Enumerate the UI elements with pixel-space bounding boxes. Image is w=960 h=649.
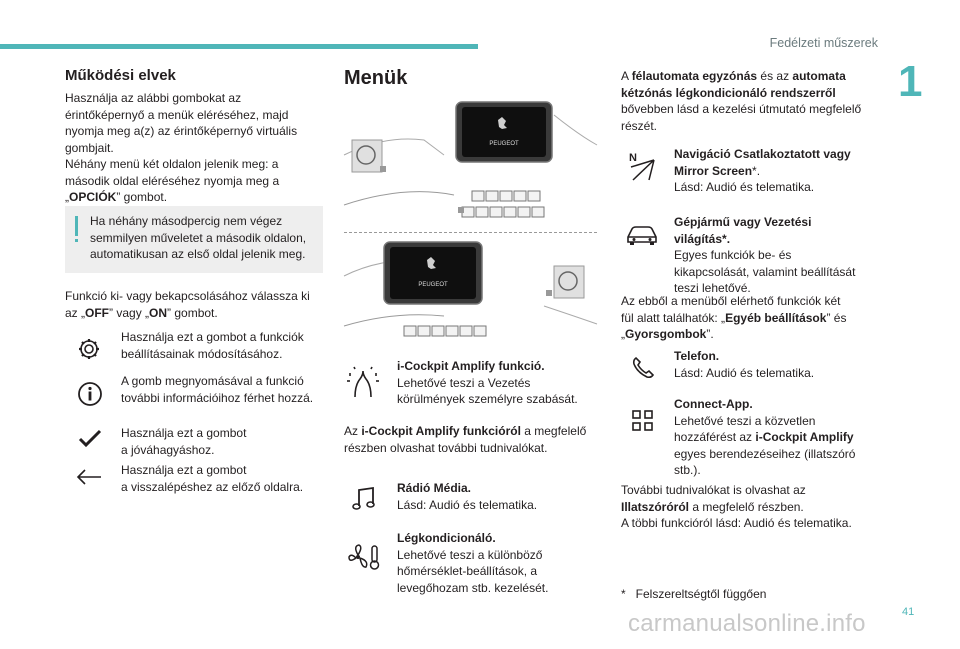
footnote-text: Felszereltségtől függően: [635, 587, 767, 601]
item-text: Lehetővé teszi a Vezetés: [397, 375, 531, 390]
item-text: egyes berendezéseihez (illatszóró: [674, 446, 856, 461]
item-title: Gépjármű vagy Vezetési: [674, 215, 812, 229]
car-icon: [625, 224, 659, 246]
item-text: teszi lehetővé.: [674, 281, 751, 295]
screen-logo-text: PEUGEOT: [489, 141, 519, 147]
dashboard-illustration-bottom: [344, 236, 597, 350]
note-marker-dot: [75, 239, 78, 242]
item-text: Használja ezt a gombot a funkciók: [121, 330, 304, 344]
screen-logo-text: PEUGEOT: [418, 282, 448, 288]
connect-app-item: Connect-App. Lehetővé teszi a közvetlen hozzáférést az i-Cockpit Amplify egyes berendezéseihez (illatszóró stb.).: [674, 396, 884, 479]
item-title: Rádió Média.: [397, 481, 472, 495]
list-item-confirm: [121, 425, 331, 458]
note-line: semmilyen műveletet a második oldalon,: [90, 230, 307, 245]
item-text: levegőhozam stb. kezelését.: [397, 580, 549, 595]
radio-item: [397, 480, 597, 513]
footnote: [621, 586, 883, 603]
more-info-paragraph: További tudnivalókat is olvashat az Illatszóróról a megfelelő részben. A többi funkcióról lásd: Audió és telematika.: [621, 482, 883, 532]
climate-reference: A félautomata egyzónás és az automata kétzónás légkondicionáló rendszerről bővebben lásd a kezelési útmutató megfelelő részét.: [621, 68, 883, 134]
back-arrow-icon: [76, 467, 102, 487]
item-text: Lehetővé teszi a különböző: [397, 547, 543, 562]
item-text: stb.).: [674, 463, 701, 477]
item-text: Lásd: Audió és telematika.: [397, 497, 538, 512]
item-text: Használja ezt a gombot: [121, 426, 247, 440]
header-accent-bar: [0, 44, 478, 49]
more-line: A többi funkcióról lásd: Audió és telematika.: [621, 516, 852, 530]
music-note-icon: [352, 486, 376, 512]
item-text: Egyes funkciók be- és: [674, 248, 792, 262]
note-line: Ha néhány másodpercig nem végez: [90, 214, 283, 228]
navigation-item: Navigáció Csatlakoztatott vagy Mirror Screen*. Lásd: Audió és telematika.: [674, 146, 884, 196]
cockpit-amplify-icon: [346, 363, 380, 399]
phone-item: [674, 348, 884, 381]
intro-line: nyomja meg a(z) az érintőképernyő virtuális: [65, 124, 298, 138]
info-note: [65, 206, 323, 273]
heading-operating-principles: Működési elvek: [65, 67, 176, 84]
more-line: További tudnivalókat is olvashat az: [621, 483, 806, 497]
intro-paragraph: [65, 90, 327, 206]
item-text: beállításainak módosításához.: [121, 346, 283, 361]
climate-item: [397, 530, 597, 596]
list-item-settings: [121, 329, 331, 362]
intro-line: Használja az alábbi gombokat az: [65, 91, 242, 105]
intro-line: „OPCIÓK” gombot.: [65, 190, 168, 204]
item-title: Légkondicionáló.: [397, 531, 496, 545]
phone-icon: [631, 356, 655, 380]
section-title: Fedélzeti műszerek: [769, 36, 878, 50]
item-title: i-Cockpit Amplify funkció.: [397, 359, 545, 373]
item-text: a visszalépéshez az előző oldalra.: [121, 479, 304, 494]
item-text: Lásd: Audió és telematika.: [674, 180, 815, 194]
chapter-number-text: 1: [898, 57, 923, 106]
info-icon: [77, 381, 103, 407]
item-text: további információihoz férhet hozzá.: [121, 390, 314, 405]
item-title: Telefon.: [674, 349, 720, 363]
intro-line: Néhány menü két oldalon jelenik meg: a: [65, 157, 279, 171]
item-text: A gomb megnyomásával a funkció: [121, 374, 304, 388]
navigation-icon-letter: N: [629, 152, 637, 164]
item-title: Navigáció Csatlakoztatott vagy: [674, 147, 851, 161]
toggle-paragraph: [65, 288, 327, 321]
toggle-line: Funkció ki- vagy bekapcsolásához válassza ki: [65, 289, 310, 303]
footnote-star: *: [621, 587, 626, 601]
illustration-divider: [344, 232, 597, 233]
tabs-paragraph: Az ebből a menüből elérhető funkciók két fül alatt találhatók: „Egyéb beállítások” és „Gyorsgombok”.: [621, 293, 883, 343]
apps-grid-icon: [631, 409, 655, 433]
checkmark-icon: [78, 429, 102, 449]
item-text: Használja ezt a gombot: [121, 463, 247, 477]
cockpit-reference: Az i-Cockpit Amplify funkcióról a megfelelő részben olvashat további tudnivalókat.: [344, 423, 606, 456]
page-number: 41: [902, 606, 915, 618]
heading-menus: Menük: [344, 67, 408, 89]
list-item-back: [121, 462, 331, 495]
ref-line: részét.: [621, 118, 658, 133]
cockpit-item: [397, 358, 597, 408]
vehicle-item: Gépjármű vagy Vezetési világítás*. Egyes funkciók be- és kikapcsolását, valamint beállítását teszi lehetővé.: [674, 214, 884, 297]
intro-line: gombjait.: [65, 140, 114, 155]
tabs-line: Az ebből a menüből elérhető funkciók két: [621, 294, 841, 308]
dashboard-illustration-top: [344, 95, 597, 229]
navigation-arrow-icon: [628, 150, 658, 182]
item-text: kikapcsolását, valamint beállítását: [674, 264, 856, 279]
watermark: carmanualsonline.info: [628, 610, 866, 637]
item-title: Connect-App.: [674, 397, 753, 411]
note-line: automatikusan az első oldal jelenik meg.: [90, 247, 306, 261]
item-text: Lásd: Audió és telematika.: [674, 365, 815, 380]
chapter-number: [896, 57, 923, 106]
settings-gear-icon: [76, 336, 102, 362]
item-text: hőmérséklet-beállítások, a: [397, 564, 538, 578]
note-marker: [75, 216, 78, 236]
ref-line: részben olvashat további tudnivalókat.: [344, 440, 548, 455]
fan-temperature-icon: [347, 543, 381, 571]
item-text: Lehetővé teszi a közvetlen: [674, 413, 816, 428]
item-text: körülmények személyre szabását.: [397, 392, 578, 406]
intro-line: második oldal eléréséhez nyomja meg a: [65, 173, 280, 188]
intro-line: érintőképernyő a menük eléréséhez, majd: [65, 107, 289, 122]
list-item-info: [121, 373, 331, 406]
toggle-line: az „OFF” vagy „ON” gombot.: [65, 305, 218, 320]
ref-line: bővebben lásd a kezelési útmutató megfelelő: [621, 102, 862, 116]
item-text: a jóváhagyáshoz.: [121, 442, 215, 457]
